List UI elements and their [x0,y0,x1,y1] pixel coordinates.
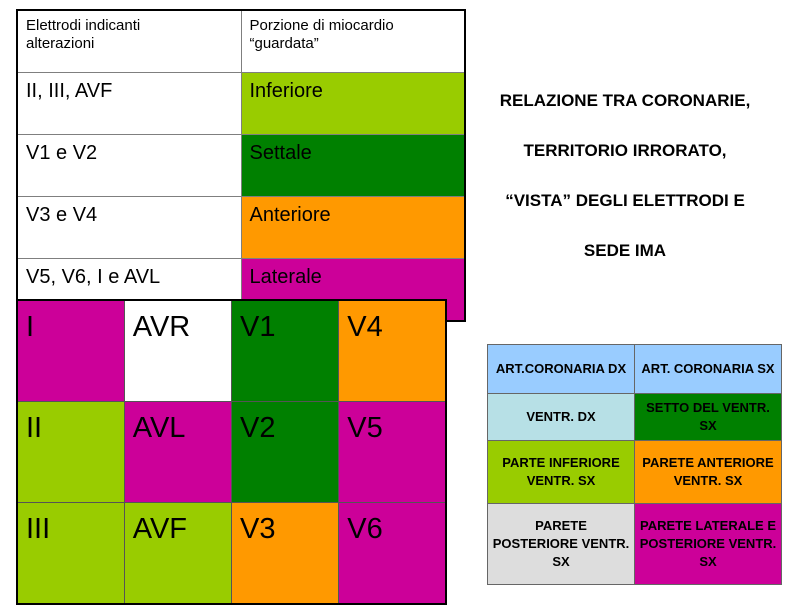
electrodes-cell: V1 e V2 [17,135,241,197]
coronary-cell: PARETE LATERALE E POSTERIORE VENTR. SX [635,504,782,585]
header-region: Porzione di miocardio “guardata” [241,10,465,73]
lead-cell: V1 [232,300,339,402]
electrode-table [16,9,466,322]
region-cell: Laterale [241,259,465,322]
table-row [17,197,465,259]
lead-cell: III [17,503,124,605]
electrodes-cell: II, III, AVF [17,73,241,135]
table-row [488,394,782,441]
coronary-cell: PARTE INFERIORE VENTR. SX [488,441,635,504]
table-row [17,135,465,197]
coronary-table [487,344,782,585]
electrodes-cell: V5, V6, I e AVL [17,259,241,322]
coronary-header-row [488,345,782,394]
title-line: SEDE IMA [583,241,667,260]
coronary-cell: SETTO DEL VENTR. SX [635,394,782,441]
page-title [470,90,780,290]
lead-cell: V2 [232,402,339,503]
header-electrodes: Elettrodi indicanti alterazioni [17,10,241,73]
title-line: “VISTA” DEGLI ELETTRODI E [505,191,745,210]
lead-cell: V3 [232,503,339,605]
lead-row [17,503,446,605]
lead-cell: AVL [124,402,231,503]
title-line: TERRITORIO IRRORATO, [523,141,727,160]
table-row [488,441,782,504]
region-cell: Inferiore [241,73,465,135]
lead-cell: II [17,402,124,503]
lead-row [17,300,446,402]
coronary-header-cell: ART.CORONARIA DX [488,345,635,394]
electrode-table-header [17,10,465,73]
table-row [17,73,465,135]
lead-cell: AVR [124,300,231,402]
lead-row [17,402,446,503]
coronary-cell: PARETE ANTERIORE VENTR. SX [635,441,782,504]
title-line: RELAZIONE TRA CORONARIE, [499,91,751,110]
lead-cell: V5 [339,402,446,503]
region-cell: Settale [241,135,465,197]
table-row [488,504,782,585]
electrodes-cell: V3 e V4 [17,197,241,259]
lead-cell: I [17,300,124,402]
lead-cell: V6 [339,503,446,605]
coronary-cell: PARETE POSTERIORE VENTR. SX [488,504,635,585]
coronary-cell: VENTR. DX [488,394,635,441]
coronary-header-cell: ART. CORONARIA SX [635,345,782,394]
lead-grid [16,299,447,605]
lead-cell: V4 [339,300,446,402]
lead-cell: AVF [124,503,231,605]
region-cell: Anteriore [241,197,465,259]
